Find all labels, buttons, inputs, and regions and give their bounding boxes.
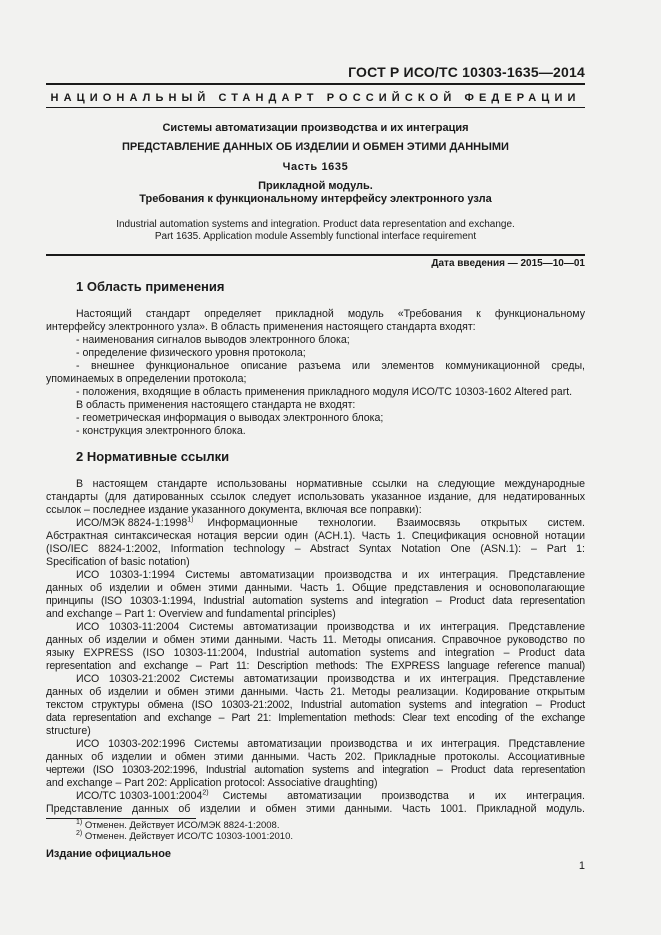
footnote-mark-1: 1) xyxy=(76,818,83,826)
s1-line: интерфейсу электронного узла». В область применения настоящего стандарта входят: xyxy=(46,321,476,333)
title-line-4: Прикладной модуль. xyxy=(258,180,373,192)
section-2-body xyxy=(46,478,585,816)
footnote-2: $^{2)}$ Отменен. Действует ИСО/ТС 10303-1001:2010. xyxy=(76,829,293,842)
s1-line: - определение физического уровня протокола; xyxy=(76,347,306,359)
s1-line: - геометрическая информация о выводах электронного блока; xyxy=(76,412,384,424)
english-title-line-2: Part 1635. Application module Assembly functional interface requirement xyxy=(154,231,477,242)
s2-line: данных об изделии и обмен этими данными. Часть 202. Прикладные протоколы. Ассоциативные xyxy=(46,751,585,763)
s2-line: В настоящем стандарте использованы нормативные ссылки на следующие международные xyxy=(76,478,585,490)
ref-iso-1001: ИСО/ТС 10303-1001:2004$^{2)}$ xyxy=(76,789,209,802)
intro-date: Дата введения — 2015—10—01 xyxy=(431,258,585,269)
ref-iso-8824: ИСО/МЭК 8824-1:1998$^{1)}$ xyxy=(76,516,194,529)
s2-line: Абстрактная синтаксическая нотация версии один (АСН.1). Часть 1. Спецификация основной нотации xyxy=(46,530,585,542)
header-rule xyxy=(46,83,585,85)
title-module xyxy=(46,180,585,206)
footnote-mark-2: 2) xyxy=(76,829,83,837)
s1-line: - конструкция электронного блока. xyxy=(76,425,246,437)
title-line-1: Системы автоматизации производства и их интеграция xyxy=(162,122,469,134)
footnote-ref-2: 2) xyxy=(202,789,209,797)
footnote-ref-1: 1) xyxy=(187,516,194,524)
s1-line: В область применения настоящего стандарта не входят: xyxy=(76,399,356,411)
s2-line: стандарты (для датированных ссылок следует использовать указанное издание, для недатированных xyxy=(46,491,585,503)
s1-line: Настоящий стандарт определяет прикладной модуль «Требования к функциональному xyxy=(76,308,585,320)
s2-line: ИСО 10303-1:1994 Системы автоматизации производства и их интеграция. Представление xyxy=(76,569,585,581)
page-number: 1 xyxy=(578,860,585,872)
s2-line: ИСО 10303-21:2002 Системы автоматизации производства и их интеграция. Представление xyxy=(76,673,585,685)
section-1-heading: 1 Область применения xyxy=(76,279,225,294)
footnote-1: $^{1)}$ Отменен. Действует ИСО/МЭК 8824-1:2008. xyxy=(76,818,280,831)
s2-line: and exchange – Part 1: Overview and fundamental principles) xyxy=(46,608,336,620)
s2-line: representation and exchange – Part 11: Description methods: The EXPRESS language reference manual) xyxy=(46,660,585,672)
s2-line: structure) xyxy=(46,725,91,737)
s2-line: (ISO/IEC 8824-1:2002, Information technology – Abstract Syntax Notation One (ASN.1): – Part 1: xyxy=(46,543,585,555)
s2-line: принципы (ISO 10303-1:1994, Industrial automation systems and integration – Product data representation xyxy=(46,595,585,607)
s2-line: ИСО 10303-202:1996 Системы автоматизации производства и их интеграция. Представление xyxy=(76,738,585,750)
s2-ref-line xyxy=(76,790,585,803)
s2-line: ИСО 10303-11:2004 Системы автоматизации производства и их интеграция. Представление xyxy=(76,621,585,633)
s2-line: Specification of basic notation) xyxy=(46,556,190,568)
s2-line: текстом структуры обмена (ISO 10303-21:2002, Industrial automation systems and integration – Product xyxy=(46,699,585,711)
title-line-2: ПРЕДСТАВЛЕНИЕ ДАННЫХ ОБ ИЗДЕЛИИ И ОБМЕН ЭТИМИ ДАННЫМИ xyxy=(122,141,509,153)
footnote-separator xyxy=(46,818,196,819)
ref-iso-8824-title: Информационные технологии. Взаимосвязь открытых систем. xyxy=(207,517,585,529)
s2-line: ссылок – последнее издание указанного документа, включая все поправки): xyxy=(46,504,422,516)
s2-line: языку EXPRESS (ISO 10303-11:2004, Industrial automation systems and integration – Product data xyxy=(46,647,585,659)
s2-line: данных об изделии и обмен этими данными. Часть 21. Методы реализации. Кодирование открытым xyxy=(46,686,585,698)
english-title xyxy=(46,219,585,243)
s2-line: and exchange – Part 202: Application protocol: Associative draughting) xyxy=(46,777,378,789)
section-2-heading: 2 Нормативные ссылки xyxy=(76,449,230,464)
s2-line: чертежи (ISO 10303-202:1996, Industrial automation systems and integration – Product data representation xyxy=(46,764,585,776)
s1-line: - внешнее функциональное описание разъема или элементов коммуникационной среды, xyxy=(76,360,585,372)
s1-line: - наименования сигналов выводов электронного блока; xyxy=(76,334,350,346)
document-designation: ГОСТ Р ИСО/ТС 10303-1635—2014 xyxy=(348,64,585,80)
title-line-5: Требования к функциональному интерфейсу электронного узла xyxy=(139,193,492,205)
s2-line: данных об изделии и обмен этими данными. Часть 1. Общие представления и основополагающие xyxy=(46,582,585,594)
s2-line: данных об изделии и обмен этими данными. Часть 11. Методы описания. Справочное руководство по xyxy=(46,634,585,646)
english-title-line-1: Industrial automation systems and integration. Product data representation and exchange. xyxy=(116,219,515,230)
s2-ref-line xyxy=(76,517,585,530)
national-standard-heading: НАЦИОНАЛЬНЫЙ СТАНДАРТ РОССИЙСКОЙ ФЕДЕРАЦИИ xyxy=(50,92,581,104)
official-edition: Издание официальное xyxy=(46,848,172,860)
s2-line: Представление данных об изделии и обмен этими данными. Часть 1001. Прикладной модуль. xyxy=(46,803,585,815)
ref-iso-1001-title: Системы автоматизации производства и их интеграция. xyxy=(222,790,585,802)
section-1-body xyxy=(46,308,585,438)
s2-line: data representation and exchange – Part 21: Implementation methods: Clear text encoding of the exchange xyxy=(46,712,585,724)
title-rule xyxy=(46,254,585,256)
header-rule-2 xyxy=(46,107,585,108)
title-part: Часть 1635 xyxy=(282,161,349,173)
s1-line: - положения, входящие в область применения прикладного модуля ИСО/ТС 10303-1602 Altered part. xyxy=(76,386,573,398)
s1-line: упоминаемых в определении протокола; xyxy=(46,373,247,385)
